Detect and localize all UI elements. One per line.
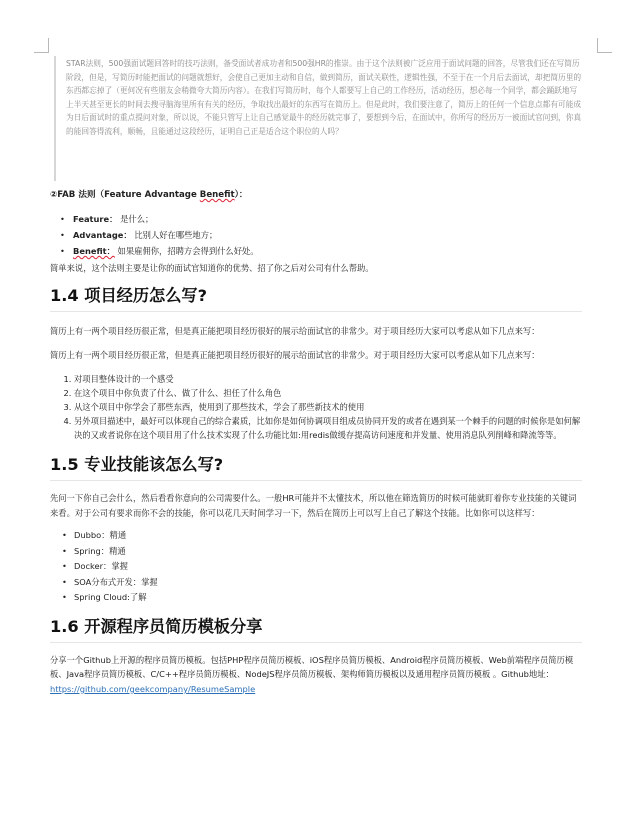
github-link[interactable]: https://github.com/geekcompany/ResumeSample xyxy=(50,683,256,694)
fab-heading-benefit: Benefit xyxy=(199,190,235,200)
resume-template-text: 分享一个Github上开源的程序员简历模板。包括PHP程序员简历模板、iOS程序员简历模板、Android程序员简历模板、Web前端程序员简历模板、Java程序员简历模板、C/C++程序员简历模板、NodeJS程序员简历模板、架构师简历模板以及通用程序员简历模板 。Github地址： xyxy=(50,654,574,680)
fab-list xyxy=(50,212,582,260)
list-item xyxy=(60,228,582,244)
fab-heading-prefix: ②FAB 法则（Feature Advantage xyxy=(50,190,200,200)
skills-paragraph: 先问一下你自己会什么，然后看看你意向的公司需要什么。一般HR可能并不太懂技术，所以他在筛选简历的时候可能就盯着你专业技能的关键词来看。对于公司有要求而你不会的技能，你可以花几天时间学习一下，然后在简历上可以写上自己了解这个技能。比如你可以这样写： xyxy=(50,493,577,518)
skills-list xyxy=(50,528,582,606)
section-heading-1-5: 1.5 专业技能该怎么写? xyxy=(50,455,224,474)
fab-term: Benefit： xyxy=(73,246,115,256)
fab-desc: 如果雇佣你，招聘方会得到什么好处。 xyxy=(117,246,259,256)
section-heading-1-6: 1.6 开源程序员简历模板分享 xyxy=(50,616,263,636)
fab-heading-suffix: ）： xyxy=(234,190,248,200)
heading-divider xyxy=(50,480,582,481)
heading-divider xyxy=(50,642,582,643)
list-item: • SOA分布式开发：掌握 xyxy=(62,575,582,591)
star-rule-quote: STAR法则，500强面试题回答时的技巧法则，备受面试者成功者和500强HR的推崇。由于这个法则被广泛应用于面试问题的回答，尽管我们还在写简历阶段，但是，写简历时能把面试的问题就想好，会使自己更加主动和自信，做到简历，面试关联性，逻辑性强，不至于在一个月后去面试，却把简历里的东西都忘掉了（更何况有些朋友会稍微夸大简历内容）。在我们写简历时，每个人都要写上自己的工作经历，活动经历，想必每一个同学，都会踊跃地写上半天甚至更长的时间去搜寻脑海里所有有关的经历，争取找出最好的东西写在简历上。但是此时，我们要注意了，简历上的任何一个信息点都有可能成为日后面试时的重点提问对象，所以说，不能只管写上让自己感觉最牛的经历就完事了，要想到今后，在面试中，你所写的经历万一被面试官问到，你真的能回答得流利，顺畅，且能通过这段经历，证明自己正是适合这个职位的人吗？ xyxy=(54,56,582,181)
fab-term: Advantage： xyxy=(73,230,132,240)
list-item: 3. 从这个项目中你学会了那些东西，使用到了那些技术，学会了那些新技术的使用 xyxy=(74,400,582,414)
fab-summary: 简单来说，这个法则主要是让你的面试官知道你的优势、招了你之后对公司有什么帮助。 xyxy=(50,263,374,273)
page-corner-mark-top-right xyxy=(597,38,612,53)
project-paragraph-2: 简历上有一两个项目经历很正常，但是真正能把项目经历很好的展示给面试官的非常少。对于项目经历大家可以考虑从如下几点来写： xyxy=(50,349,540,360)
list-item: • Dubbo：精通 xyxy=(62,528,582,544)
document-page xyxy=(50,56,582,696)
fab-term: Feature： xyxy=(73,214,118,224)
heading-divider xyxy=(50,311,582,312)
project-paragraph-1: 简历上有一两个项目经历很正常，但是真正能把项目经历很好的展示给面试官的非常少。对于项目经历大家可以考虑从如下几点来写： xyxy=(50,326,540,336)
project-tips-list xyxy=(50,372,582,442)
fab-rule-heading xyxy=(50,188,582,208)
fab-desc: 是什么； xyxy=(120,214,154,224)
list-item: 4. 另外项目描述中，最好可以体现自己的综合素质，比如你是如何协调项目组成员协同开发的或者在遇到某一个棘手的问题的时候你是如何解决的又或者说你在这个项目用了什么技术实现了什么功能比如:用redis做缓存提高访问速度和并发量、使用消息队列削峰和降流等等。 xyxy=(74,414,582,442)
list-item: 2. 在这个项目中你负责了什么、做了什么、担任了什么角色 xyxy=(74,386,582,400)
section-heading-1-4: 1.4 项目经历怎么写? xyxy=(50,286,208,305)
list-item: 1. 对项目整体设计的一个感受 xyxy=(74,372,582,386)
list-item: • Spring Cloud:了解 xyxy=(62,590,582,606)
page-corner-mark-top-left xyxy=(34,38,49,53)
fab-desc: 比别人好在哪些地方； xyxy=(134,230,218,240)
list-item: • Spring：精通 xyxy=(62,544,582,560)
list-item: • Docker：掌握 xyxy=(62,559,582,575)
resume-template-paragraph xyxy=(50,653,582,697)
list-item xyxy=(60,212,582,228)
list-item xyxy=(60,244,582,260)
